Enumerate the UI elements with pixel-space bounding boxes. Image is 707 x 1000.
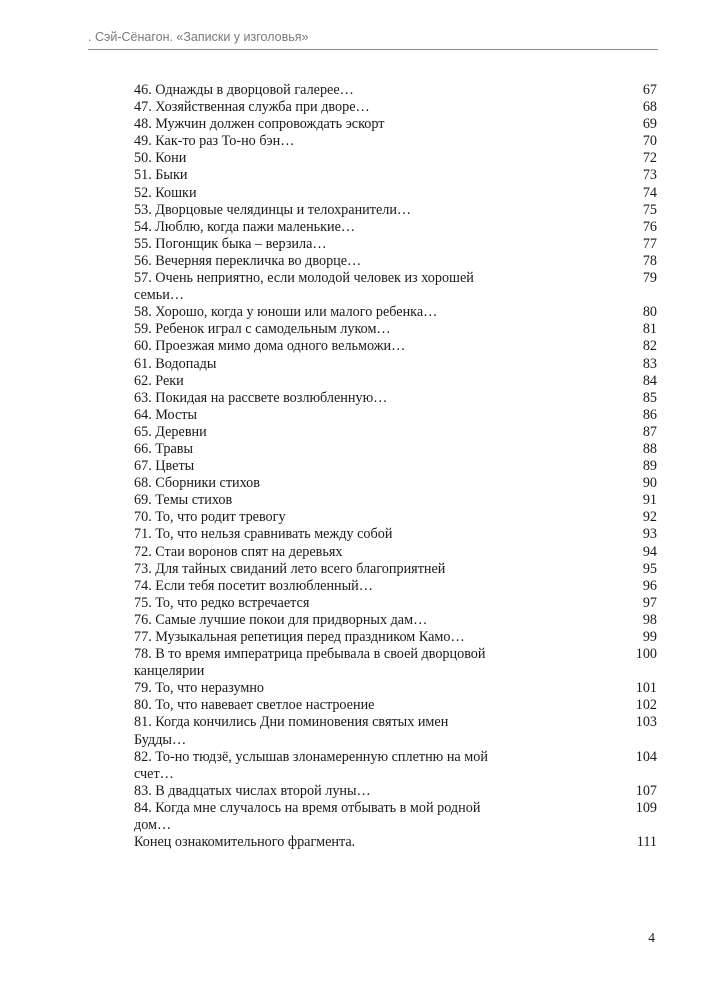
toc-entry[interactable] — [134, 390, 657, 407]
toc-entry-title: 63. Покидая на рассвете возлюбленную… — [134, 389, 388, 406]
toc-entry-page: 73 — [642, 167, 657, 184]
toc-entry-title: 54. Люблю, когда пажи маленькие… — [134, 218, 356, 235]
toc-entry-title: 75. То, что редко встречается — [134, 594, 310, 611]
toc-entry-page: 107 — [635, 782, 657, 799]
toc-entry-title: 61. Водопады — [134, 355, 217, 372]
toc-entry-page: 95 — [642, 560, 657, 577]
toc-entry-page: 94 — [642, 543, 657, 560]
toc-entry-title: 79. То, что неразумно — [134, 680, 265, 697]
toc-entry-page: 74 — [642, 184, 657, 201]
toc-entry-page: 87 — [642, 423, 657, 440]
toc-entry-page: 92 — [642, 509, 657, 526]
toc-entry-title: 80. То, что навевает светлое настроение — [134, 697, 375, 714]
toc-entry-title: 74. Если тебя посетит возлюбленный… — [134, 577, 373, 594]
toc-entry-page: 77 — [642, 235, 657, 252]
toc-entry[interactable] — [134, 304, 657, 321]
toc-entry-page: 103 — [635, 714, 657, 731]
toc-entry-page: 101 — [635, 680, 657, 697]
toc-entry[interactable] — [134, 99, 657, 116]
toc-entry-title: 58. Хорошо, когда у юноши или малого ребенка… — [134, 304, 438, 321]
toc-entry-title: 78. В то время императрица пребывала в своей дворцовой канцелярии — [134, 646, 486, 680]
toc-entry-page: 79 — [642, 270, 657, 287]
toc-entry-page: 84 — [642, 372, 657, 389]
header-divider — [88, 49, 658, 50]
toc-entry-page: 109 — [635, 799, 657, 816]
table-of-contents — [134, 82, 657, 851]
toc-entry-title: 48. Мужчин должен сопровождать эскорт — [134, 116, 385, 133]
toc-entry-page: 91 — [642, 492, 657, 509]
toc-entry-page: 69 — [642, 116, 657, 133]
toc-entry-title: 64. Мосты — [134, 406, 198, 423]
toc-entry-title: 77. Музыкальная репетиция перед праздником Камо… — [134, 629, 465, 645]
toc-entry-page: 80 — [642, 304, 657, 321]
toc-entry[interactable] — [134, 116, 657, 133]
toc-entry[interactable] — [134, 253, 657, 270]
running-header: . Сэй-Сёнагон. «Записки у изголовья» — [88, 30, 309, 44]
toc-entry[interactable] — [134, 800, 657, 834]
toc-entry-title: 55. Погонщик быка – верзила… — [134, 235, 327, 252]
toc-entry[interactable] — [134, 270, 657, 304]
toc-entry-title: 52. Кошки — [134, 184, 197, 201]
toc-entry[interactable] — [134, 236, 657, 253]
toc-entry-title: 65. Деревни — [134, 423, 207, 440]
toc-entry-page: 99 — [642, 629, 657, 645]
toc-entry-page: 78 — [642, 252, 657, 269]
toc-entry[interactable] — [134, 612, 657, 629]
toc-entry-page: 72 — [642, 150, 657, 167]
toc-entry[interactable] — [134, 646, 657, 680]
toc-entry-title: 84. Когда мне случалось на время отбывать в мой родной дом… — [134, 799, 481, 834]
toc-entry[interactable] — [134, 219, 657, 236]
toc-entry-page: 68 — [642, 99, 657, 116]
toc-entry-title: 49. Как-то раз То-но бэн… — [134, 133, 295, 150]
toc-entry-title: 53. Дворцовые челядинцы и телохранители… — [134, 201, 412, 218]
toc-entry[interactable] — [134, 441, 657, 458]
toc-entry-title: 60. Проезжая мимо дома одного вельможи… — [134, 338, 406, 355]
toc-entry-page: 83 — [642, 355, 657, 372]
toc-entry-title: 81. Когда кончились Дни поминовения святых имен Будды… — [134, 714, 449, 748]
toc-entry-title: 69. Темы стихов — [134, 492, 233, 509]
toc-entry-title: 70. То, что родит тревогу — [134, 509, 286, 526]
toc-entry[interactable] — [134, 185, 657, 202]
toc-entry-page: 89 — [642, 458, 657, 475]
toc-entry[interactable] — [134, 321, 657, 338]
toc-entry-page: 70 — [642, 133, 657, 150]
toc-entry[interactable] — [134, 492, 657, 509]
toc-entry[interactable] — [134, 834, 657, 851]
toc-entry-page: 88 — [642, 440, 657, 457]
toc-entry[interactable] — [134, 424, 657, 441]
toc-entry[interactable] — [134, 783, 657, 800]
toc-entry[interactable] — [134, 680, 657, 697]
toc-entry[interactable] — [134, 509, 657, 526]
toc-entry-title: 67. Цветы — [134, 458, 195, 475]
page-number: 4 — [648, 930, 655, 945]
toc-entry[interactable] — [134, 167, 657, 184]
toc-entry-title: 50. Кони — [134, 150, 187, 167]
toc-entry-title: 82. То-но тюдзё, услышав злонамеренную сплетню на мой счет… — [134, 748, 488, 782]
toc-entry[interactable] — [134, 407, 657, 424]
toc-entry-title: 72. Стаи воронов спят на деревьях — [134, 543, 343, 560]
toc-entry-title: Конец ознакомительного фрагмента. — [134, 834, 356, 851]
toc-entry-title: 83. В двадцатых числах второй луны… — [134, 782, 371, 799]
toc-entry[interactable] — [134, 561, 657, 578]
toc-entry-title: 73. Для тайных свиданий лето всего благоприятней — [134, 560, 446, 577]
toc-entry-title: 57. Очень неприятно, если молодой человек из хорошей семьи… — [134, 270, 474, 304]
toc-entry[interactable] — [134, 697, 657, 714]
toc-entry-page: 111 — [636, 834, 657, 851]
toc-entry-page: 81 — [642, 321, 657, 338]
toc-entry[interactable] — [134, 338, 657, 355]
toc-entry-page: 100 — [635, 646, 657, 663]
toc-entry[interactable] — [134, 475, 657, 492]
toc-entry-page: 104 — [635, 748, 657, 765]
toc-entry-title: 66. Травы — [134, 440, 194, 457]
toc-entry-title: 62. Реки — [134, 372, 184, 389]
toc-entry[interactable] — [134, 544, 657, 561]
toc-entry-title: 51. Быки — [134, 167, 188, 184]
toc-entry[interactable] — [134, 458, 657, 475]
toc-entry-page: 98 — [642, 611, 657, 628]
toc-entry-page: 93 — [642, 526, 657, 543]
toc-entry[interactable] — [134, 150, 657, 167]
toc-entry-page: 67 — [642, 82, 657, 98]
toc-entry[interactable] — [134, 133, 657, 150]
toc-entry-title: 56. Вечерняя перекличка во дворце… — [134, 252, 362, 269]
toc-entry-page: 97 — [642, 594, 657, 611]
toc-entry[interactable] — [134, 714, 657, 748]
toc-entry[interactable] — [134, 749, 657, 783]
toc-entry[interactable] — [134, 526, 657, 543]
toc-entry-title: 71. То, что нельзя сравнивать между собой — [134, 526, 393, 543]
toc-entry-page: 90 — [642, 475, 657, 492]
toc-entry[interactable] — [134, 373, 657, 390]
toc-entry-title: 59. Ребенок играл с самодельным луком… — [134, 321, 391, 338]
toc-entry-page: 96 — [642, 577, 657, 594]
toc-entry[interactable] — [134, 629, 657, 646]
toc-entry[interactable] — [134, 356, 657, 373]
toc-entry-page: 76 — [642, 218, 657, 235]
toc-entry[interactable] — [134, 595, 657, 612]
toc-entry[interactable] — [134, 578, 657, 595]
toc-entry-title: 46. Однажды в дворцовой галерее… — [134, 82, 354, 98]
toc-entry[interactable] — [134, 82, 657, 99]
toc-entry-title: 47. Хозяйственная служба при дворе… — [134, 99, 370, 116]
toc-entry[interactable] — [134, 202, 657, 219]
toc-entry-page: 75 — [642, 201, 657, 218]
toc-entry-page: 85 — [642, 389, 657, 406]
toc-entry-page: 102 — [635, 697, 657, 714]
toc-entry-page: 86 — [642, 406, 657, 423]
toc-entry-title: 76. Самые лучшие покои для придворных дам… — [134, 611, 428, 628]
toc-entry-page: 82 — [642, 338, 657, 355]
toc-entry-title: 68. Сборники стихов — [134, 475, 260, 492]
